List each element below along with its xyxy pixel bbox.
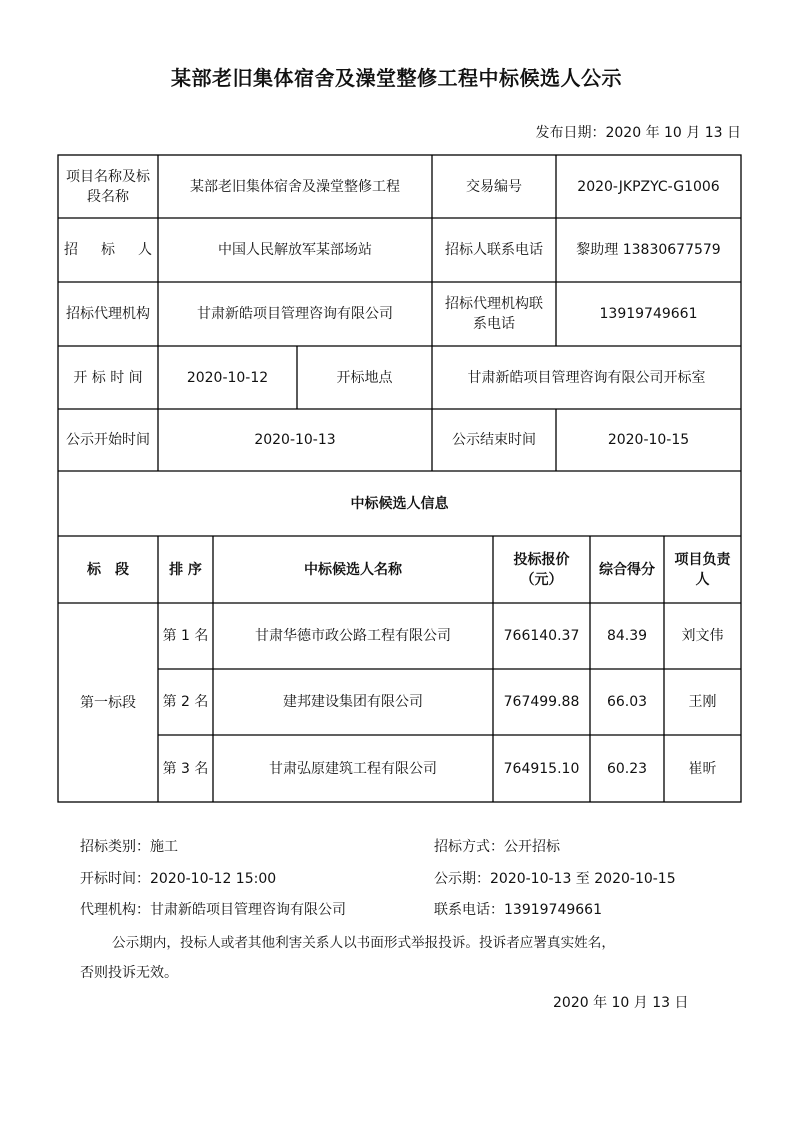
project-name-value: 某部老旧集体宿舍及澡堂整修工程 (190, 178, 400, 195)
footer-method: 招标方式：公开招标 (434, 839, 560, 855)
page-title: 某部老旧集体宿舍及澡堂整修工程中标候选人公示 (171, 66, 622, 90)
row1-name: 甘肃华德市政公路工程有限公司 (255, 628, 451, 644)
footer-agency: 代理机构：甘肃新皓项目管理咨询有限公司 (80, 902, 346, 918)
row2-price: 767499.88 (503, 694, 580, 710)
open-place-value: 甘肃新皓项目管理咨询有限公司开标室 (467, 369, 706, 386)
pub-start-label: 公示开始时间 (66, 432, 150, 448)
header-score: 综合得分 (599, 561, 655, 578)
header-manager: 项目负责人 (674, 551, 731, 588)
agency-phone-value: 13919749661 (599, 306, 698, 322)
row3-score: 60.23 (606, 760, 648, 777)
agency-value: 甘肃新皓项目管理咨询有限公司 (197, 306, 393, 322)
row1-score: 84.39 (606, 628, 648, 644)
footer-phone: 联系电话：13919749661 (434, 902, 602, 918)
notice-line-2: 否则投诉无效。 (80, 965, 178, 981)
project-name-label: 项目名称及标段名称 (66, 168, 150, 205)
pub-end-value: 2020-10-15 (607, 432, 690, 448)
tenderer-label (58, 218, 158, 282)
row1-price: 766140.37 (503, 628, 580, 644)
notice-line-1: 公示期内，投标人或者其他利害关系人以书面形式举报投诉。投诉者应署真实姓名， (112, 935, 615, 951)
tenderer-phone-label: 招标人联系电话 (445, 242, 543, 258)
header-price: 投标报价（元） (513, 551, 570, 588)
header-rank: 排 序 (169, 561, 202, 578)
section-name: 第一标段 (80, 694, 136, 711)
candidates-section-title: 中标候选人信息 (350, 495, 449, 512)
footer-date: 2020 年 10 月 13 日 (553, 995, 689, 1011)
tenderer-value: 中国人民解放军某部场站 (218, 242, 372, 258)
agency-phone-label: 招标代理机构联系电话 (445, 296, 543, 332)
row2-score: 66.03 (606, 694, 648, 710)
row1-rank: 第 1 名 (162, 628, 209, 644)
footer-category: 招标类别：施工 (80, 839, 178, 855)
header-section: 标 段 (87, 561, 129, 578)
tenderer-label-char: 人 (138, 242, 152, 258)
trade-no-label: 交易编号 (466, 178, 522, 195)
tenderer-phone-value: 黎助理 13830677579 (576, 242, 721, 258)
open-time-label: 开 标 时 间 (73, 369, 143, 386)
tenderer-label-char: 招 (64, 242, 78, 258)
agency-label: 招标代理机构 (66, 306, 150, 322)
row3-name: 甘肃弘原建筑工程有限公司 (269, 760, 437, 777)
trade-no-value: 2020-JKPZYC-G1006 (577, 178, 720, 195)
row2-name: 建邦建设集团有限公司 (283, 694, 423, 710)
header-name: 中标候选人名称 (304, 561, 402, 578)
tenderer-label-char: 标 (101, 242, 115, 258)
open-time-value: 2020-10-12 (186, 369, 269, 386)
publish-date: 发布日期：2020 年 10 月 13 日 (535, 125, 741, 141)
row3-price: 764915.10 (503, 760, 580, 777)
row2-rank: 第 2 名 (162, 694, 209, 710)
pub-start-value: 2020-10-13 (254, 432, 336, 448)
footer-period: 公示期：2020-10-13 至 2020-10-15 (434, 871, 676, 887)
row3-manager: 崔昕 (688, 760, 717, 777)
row3-rank: 第 3 名 (162, 760, 209, 777)
row2-manager: 王刚 (688, 694, 717, 710)
pub-end-label: 公示结束时间 (452, 432, 536, 448)
footer-open-time: 开标时间：2020-10-12 15:00 (80, 871, 277, 887)
row1-manager: 刘文伟 (681, 628, 724, 644)
open-place-label: 开标地点 (336, 369, 393, 386)
